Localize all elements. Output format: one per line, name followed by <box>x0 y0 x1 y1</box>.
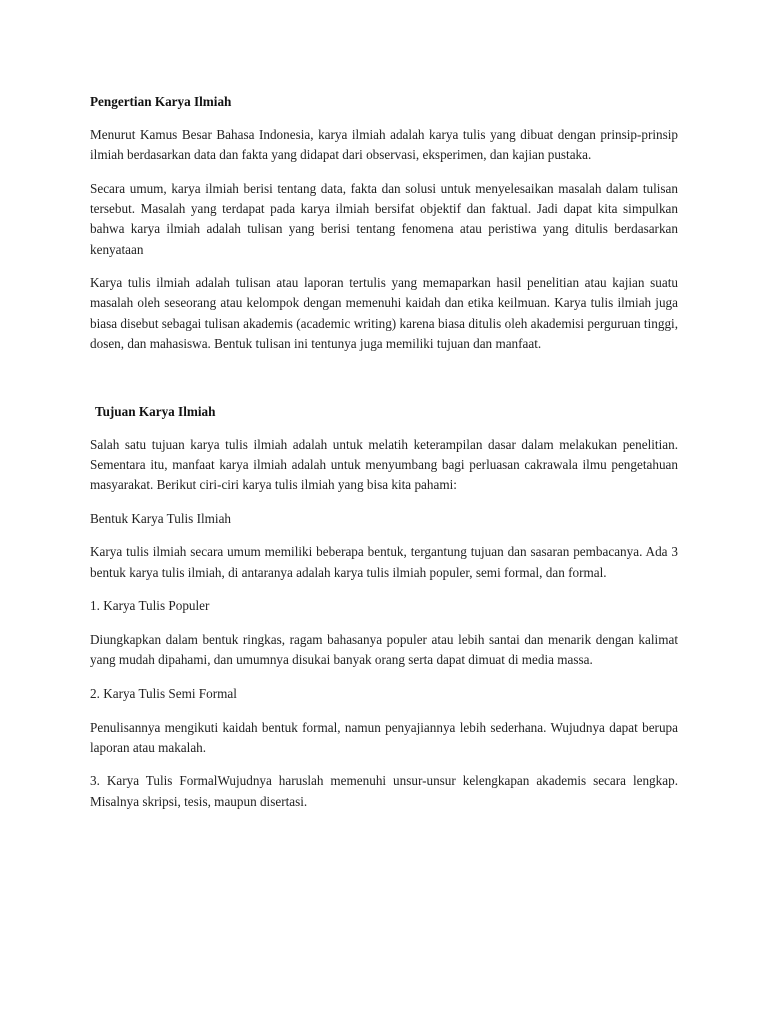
section-heading-tujuan: Tujuan Karya Ilmiah <box>95 403 216 419</box>
list-item-title: 1. Karya Tulis Populer <box>90 598 210 614</box>
paragraph: Karya tulis ilmiah secara umum memiliki beberapa bentuk, tergantung tujuan dan sasaran pembacanya. Ada 3 bentuk karya tulis ilmiah, di antaranya adalah karya tulis ilmiah populer, semi formal, dan formal. <box>90 544 678 580</box>
paragraph: Menurut Kamus Besar Bahasa Indonesia, karya ilmiah adalah karya tulis yang dibuat dengan prinsip-prinsip ilmiah berdasarkan data dan fakta yang didapat dari observasi, eksperimen, dan kajian pustaka. <box>90 127 678 163</box>
paragraph: 3. Karya Tulis FormalWujudnya haruslah memenuhi unsur-unsur kelengkapan akademis secara lengkap. Misalnya skripsi, tesis, maupun disertasi. <box>90 773 678 809</box>
document-body <box>90 92 678 825</box>
subheading-bentuk: Bentuk Karya Tulis Ilmiah <box>90 510 232 526</box>
paragraph: Diungkapkan dalam bentuk ringkas, ragam bahasanya populer atau lebih santai dan menarik dengan kalimat yang mudah dipahami, dan umumnya disukai banyak orang serta dapat dimuat di media massa. <box>90 631 678 668</box>
spacer <box>90 368 678 402</box>
paragraph: Penulisannya mengikuti kaidah bentuk formal, namun penyajiannya lebih sederhana. Wujudnya dapat berupa laporan atau makalah. <box>90 719 678 755</box>
list-item-title: 2. Karya Tulis Semi Formal <box>90 685 237 701</box>
section-heading-pengertian: Pengertian Karya Ilmiah <box>90 94 232 109</box>
paragraph: Secara umum, karya ilmiah berisi tentang data, fakta dan solusi untuk menyelesaikan masalah dalam tulisan tersebut. Masalah yang terdapat pada karya ilmiah bersifat objektif dan faktual. Jadi dapat kita simpulkan bahwa karya ilmiah adalah tulisan yang berisi tentang fenomena atau peristiwa yang ditulis berdasarkan kenyataan <box>90 180 678 257</box>
paragraph: Salah satu tujuan karya tulis ilmiah adalah untuk melatih keterampilan dasar dalam melakukan penelitian. Sementara itu, manfaat karya ilmiah adalah untuk menyumbang bagi perluasan cakrawala ilmu pengetahuan masyarakat. Berikut ciri-ciri karya tulis ilmiah yang bisa kita pahami: <box>90 436 678 492</box>
paragraph: Karya tulis ilmiah adalah tulisan atau laporan tertulis yang memaparkan hasil penelitian atau kajian suatu masalah oleh seseorang atau kelompok dengan memenuhi kaidah dan etika keilmuan. Karya tulis ilmiah juga biasa disebut sebagai tulisan akademis (academic writing) karena biasa ditulis oleh akademisi perguruan tinggi, dosen, dan mahasiswa. Bentuk tulisan ini tentunya juga memiliki tujuan dan manfaat. <box>90 275 678 351</box>
